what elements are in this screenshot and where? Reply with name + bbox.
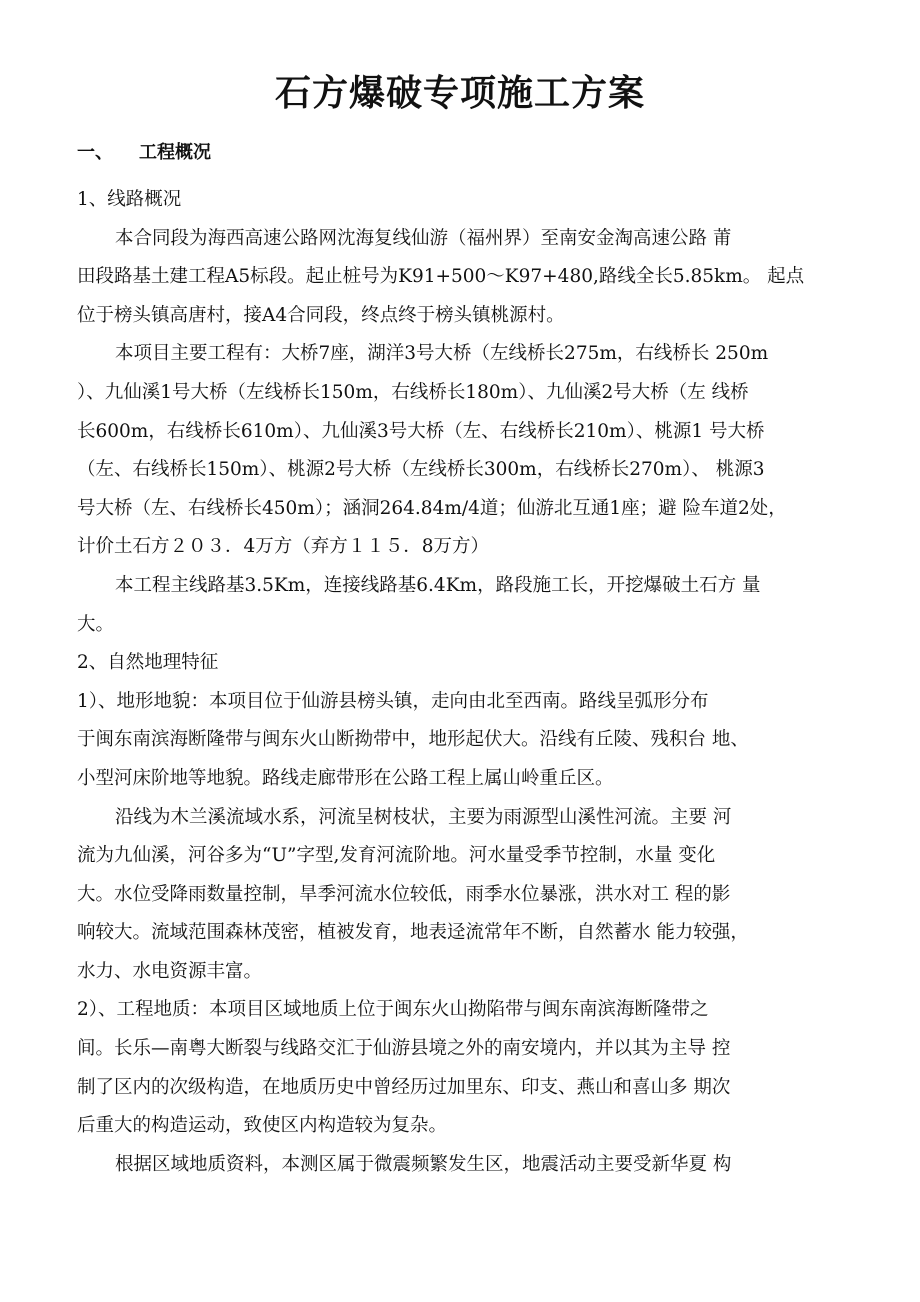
paragraph-line: 长600m，右线桥长610m）、九仙溪3号大桥（左、右线桥长210m）、桃源1 号大桥	[77, 420, 765, 442]
paragraph-line: 大。	[77, 613, 115, 635]
paragraph-line: 沿线为木兰溪流域水系，河流呈树枝状，主要为雨源型山溪性河流。主要 河	[115, 806, 732, 828]
paragraph-line: 小型河床阶地等地貌。路线走廊带形在公路工程上属山岭重丘区。	[77, 767, 614, 789]
paragraph-line: 本合同段为海西高速公路网沈海复线仙游（福州界）至南安金淘高速公路 莆	[115, 227, 732, 249]
paragraph-line: 号大桥（左、右线桥长450m）；涵洞264.84m/4道；仙游北互通1座；避 险车道2处，	[77, 497, 787, 519]
subsection-heading: 1、线路概况	[77, 189, 182, 210]
paragraph-line: 制了区内的次级构造，在地质历史中曾经历过加里东、印支、燕山和喜山多 期次	[77, 1076, 731, 1098]
paragraph-line: ）、九仙溪1号大桥（左线桥长150m，右线桥长180m）、九仙溪2号大桥（左 线桥	[77, 381, 749, 403]
paragraph-line: 田段路基土建工程A5标段。起止桩号为K91+500〜K97+480,路线全长5.85km。 起点	[77, 266, 805, 288]
paragraph-line: 计价土石方２０３．4万方（弃方１１５．8万方）	[77, 536, 490, 558]
paragraph-line: 本工程主线路基3.5Km，连接线路基6.4Km，路段施工长，开挖爆破土石方 量	[115, 574, 761, 596]
paragraph-line: 本项目主要工程有：大桥7座，湖洋3号大桥（左线桥长275m，右线桥长 250m	[115, 343, 769, 365]
section-heading	[77, 140, 211, 166]
paragraph-line: 后重大的构造运动，致使区内构造较为复杂。	[77, 1115, 448, 1137]
document-body	[77, 181, 845, 1184]
document-title: 石方爆破专项施工方案	[274, 73, 645, 114]
paragraph-line: 大。水位受降雨数量控制，旱季河流水位较低，雨季水位暴涨，洪水对工 程的影	[77, 883, 731, 905]
paragraph-line: （左、右线桥长150m）、桃源2号大桥（左线桥长300m，右线桥长270m）、 桃源3	[77, 459, 765, 481]
paragraph-line: 水力、水电资源丰富。	[77, 960, 263, 982]
paragraph-line: 1）、地形地貌：本项目位于仙游县榜头镇，走向由北至西南。路线呈弧形分布	[77, 690, 709, 712]
paragraph-line: 位于榜头镇高唐村，接A4合同段，终点终于榜头镇桃源村。	[77, 304, 565, 326]
section-number: 一、	[77, 142, 113, 163]
paragraph-line: 响较大。流域范围森林茂密，植被发育，地表迳流常年不断，自然蓄水 能力较强，	[77, 922, 749, 944]
paragraph-line: 2）、工程地质：本项目区域地质上位于闽东火山拗陷带与闽东南滨海断隆带之	[77, 999, 709, 1021]
subsection-heading: 2、自然地理特征	[77, 652, 219, 674]
paragraph-line: 间。长乐—南粤大断裂与线路交汇于仙游县境之外的南安境内，并以其为主导 控	[77, 1038, 731, 1060]
paragraph-line: 根据区域地质资料，本测区属于微震频繁发生区，地震活动主要受新华夏 构	[115, 1153, 732, 1175]
paragraph-line: 流为九仙溪，河谷多为“U”字型,发育河流阶地。河水量受季节控制，水量 变化	[77, 845, 716, 867]
paragraph-line: 于闽东南滨海断隆带与闽东火山断拗带中，地形起伏大。沿线有丘陵、残积台 地、	[77, 729, 749, 751]
section-title: 工程概况	[139, 142, 211, 163]
